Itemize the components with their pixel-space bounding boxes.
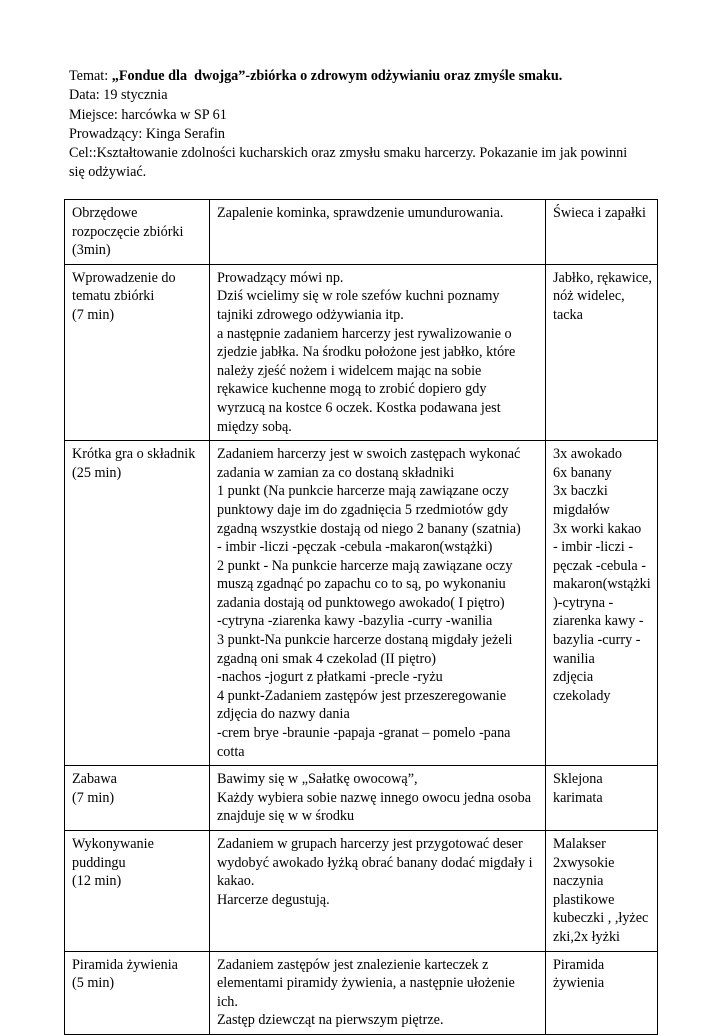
cell-line: punktowy daje im do zgadnięcia 5 rzedmiotów gdy xyxy=(217,501,509,518)
materials-cell xyxy=(546,831,658,952)
cell-line: cotta xyxy=(217,743,245,760)
table-row xyxy=(65,264,658,440)
cell-line: Każdy wybiera sobie nazwę innego owocu jedna osoba xyxy=(217,789,531,806)
cell-line: puddingu xyxy=(72,854,126,871)
table-row xyxy=(65,441,658,766)
topic-value: „Fondue dla dwojga”-zbiórka o zdrowym odżywianiu oraz zmyśle smaku. xyxy=(111,68,563,84)
cell-line: ziarenka kawy - xyxy=(553,613,644,630)
cell-line: )-cytryna - xyxy=(553,594,614,611)
cell-line: zki,2x łyżki xyxy=(553,928,620,945)
cell-line: zgadną wszystkie dostają od niego 2 banany (szatnia) xyxy=(217,520,521,537)
cell-line: Harcerze degustują. xyxy=(217,891,330,908)
cell-line: tacka xyxy=(553,306,583,323)
cell-line: Zadaniem harcerzy jest w swoich zastępach wykonać xyxy=(217,446,521,463)
cell-line: pęczak -cebula - xyxy=(553,557,646,574)
cell-line: naczynia xyxy=(553,873,604,890)
cell-line: Zadaniem w grupach harcerzy jest przygotować deser xyxy=(217,836,523,852)
cell-line: -cytryna -ziarenka kawy -bazylia -curry -wanilia xyxy=(217,613,493,630)
cell-line: kubeczki , ,łyżec xyxy=(553,910,649,927)
cell-line: tajniki zdrowego odżywiania itp. xyxy=(217,306,404,323)
cell-line: -nachos -jogurt z płatkami -precle -ryżu xyxy=(217,669,443,686)
cell-line: tematu zbiórki xyxy=(72,288,155,305)
cell-line: 3x worki kakao xyxy=(553,520,642,537)
cell-line: karimata xyxy=(553,789,603,806)
table-row xyxy=(65,831,658,952)
cell-line: znajduje się w w środku xyxy=(217,808,355,825)
cell-line: zgadną oni smak 4 czekolad (II piętro) xyxy=(217,650,437,667)
cell-line: Zastęp dziewcząt na pierwszym piętrze. xyxy=(217,1012,444,1029)
cell-line: zadania dostają od punktowego awokado( I piętro) xyxy=(217,594,505,611)
cell-line: Dziś wcielimy się w role szefów kuchni poznamy xyxy=(217,288,500,305)
cell-line: rozpoczęcie zbiórki xyxy=(72,223,184,240)
cell-line: wydobyć awokado łyżką obrać banany dodać migdały i xyxy=(217,854,533,871)
goal-line-1: Cel::Kształtowanie zdolności kucharskich oraz zmysłu smaku harcerzy. Pokazanie im jak powinni xyxy=(69,145,628,162)
cell-line: Piramida żywienia xyxy=(72,956,178,973)
table-row xyxy=(65,951,658,1034)
cell-line: makaron(wstążki xyxy=(553,576,651,593)
plan-table xyxy=(64,199,658,1035)
description-cell xyxy=(210,831,546,952)
description-cell xyxy=(210,441,546,766)
description-cell xyxy=(210,264,546,440)
cell-line: 3x baczki xyxy=(553,483,608,500)
cell-line: Wprowadzenie do xyxy=(72,269,176,286)
cell-line: kakao. xyxy=(217,873,255,890)
cell-line: zdjęcia xyxy=(553,669,594,686)
cell-line: (7 min) xyxy=(72,306,115,323)
activity-cell xyxy=(65,951,210,1034)
cell-line: Prowadzący mówi np. xyxy=(217,269,344,286)
activity-cell xyxy=(65,766,210,831)
cell-line: Bawimy się w „Sałatkę owocową”, xyxy=(217,771,418,788)
table-row xyxy=(65,200,658,265)
cell-line: - imbir -liczi - xyxy=(553,539,633,556)
cell-line: 4 punkt-Zadaniem zastępów jest przeszeregowanie xyxy=(217,687,507,704)
cell-line: migdałów xyxy=(553,501,610,518)
cell-line: a następnie zadaniem harcerzy jest rywalizowanie o xyxy=(217,325,512,342)
cell-line: elementami piramidy żywienia, a następnie ułożenie xyxy=(217,975,515,992)
cell-line: (3min) xyxy=(72,242,111,259)
cell-line: Sklejona xyxy=(553,771,603,788)
cell-line: między sobą. xyxy=(217,418,292,435)
topic-line xyxy=(69,67,669,86)
materials-cell xyxy=(546,441,658,766)
cell-line: 6x banany xyxy=(553,464,612,481)
cell-line: -crem brye -braunie -papaja -granat – pomelo -pana xyxy=(217,725,511,742)
cell-line: Piramida xyxy=(553,956,605,973)
cell-line: bazylia -curry - xyxy=(553,632,641,649)
cell-line: 1 punkt (Na punkcie harcerze mają zawiązane oczy xyxy=(217,483,509,500)
activity-cell xyxy=(65,441,210,766)
document-header xyxy=(69,67,669,183)
cell-line: zadania w zamian za co dostaną składniki xyxy=(217,464,455,481)
cell-line: należy zjeść nożem i widelcem mając na sobie xyxy=(217,362,482,379)
date-line: Data: 19 stycznia xyxy=(69,87,168,104)
cell-line: (12 min) xyxy=(72,873,122,890)
cell-line: (5 min) xyxy=(72,975,115,992)
cell-line: plastikowe xyxy=(553,891,615,908)
description-cell xyxy=(210,200,546,265)
cell-line: 2 punkt - Na punkcie harcerze mają zawiązane oczy xyxy=(217,557,513,574)
materials-cell xyxy=(546,200,658,265)
materials-cell xyxy=(546,951,658,1034)
topic-label: Temat: xyxy=(69,68,112,84)
cell-line: 3 punkt-Na punkcie harcerze dostaną migdały jeżeli xyxy=(217,632,513,649)
plan-table-body xyxy=(65,200,658,1035)
cell-line: wanilia xyxy=(553,650,595,667)
activity-cell xyxy=(65,831,210,952)
cell-line: Świeca i zapałki xyxy=(553,205,646,221)
cell-line: rękawice kuchenne mogą to zrobić dopiero gdy xyxy=(217,381,487,398)
description-cell xyxy=(210,951,546,1034)
cell-line: Krótka gra o składnik xyxy=(72,446,196,463)
cell-line: (25 min) xyxy=(72,464,122,481)
cell-line: Wykonywanie xyxy=(72,836,154,852)
cell-line: wyrzucą na kostce 6 oczek. Kostka podawana jest xyxy=(217,399,501,416)
goal-line-2: się odżywiać. xyxy=(69,164,147,181)
cell-line: 3x awokado xyxy=(553,446,622,463)
cell-line: czekolady xyxy=(553,687,611,704)
cell-line: żywienia xyxy=(553,975,605,992)
cell-line: nóż widelec, xyxy=(553,288,625,305)
cell-line: (7 min) xyxy=(72,789,115,806)
cell-line: - imbir -liczi -pęczak -cebula -makaron(wstążki) xyxy=(217,539,493,556)
description-cell xyxy=(210,766,546,831)
leader-line: Prowadzący: Kinga Serafin xyxy=(69,125,226,142)
cell-line: ich. xyxy=(217,993,238,1010)
materials-cell xyxy=(546,264,658,440)
cell-line: Zabawa xyxy=(72,771,117,788)
cell-line: zjedzie jabłka. Na środku położone jest jabłko, które xyxy=(217,344,516,361)
place-line: Miejsce: harcówka w SP 61 xyxy=(69,106,227,123)
cell-line: muszą zgadnąć po zapachu co to są, po wykonaniu xyxy=(217,576,506,593)
activity-cell xyxy=(65,264,210,440)
cell-line: Obrzędowe xyxy=(72,205,138,221)
activity-cell xyxy=(65,200,210,265)
cell-line: Jabłko, rękawice, xyxy=(553,269,652,286)
cell-line: 2xwysokie xyxy=(553,854,615,871)
materials-cell xyxy=(546,766,658,831)
cell-line: Zadaniem zastępów jest znalezienie karteczek z xyxy=(217,956,489,973)
table-row xyxy=(65,766,658,831)
cell-line: Malakser xyxy=(553,836,606,852)
cell-line: zdjęcia do nazwy dania xyxy=(217,706,350,723)
cell-line: Zapalenie kominka, sprawdzenie umundurowania. xyxy=(217,205,504,221)
